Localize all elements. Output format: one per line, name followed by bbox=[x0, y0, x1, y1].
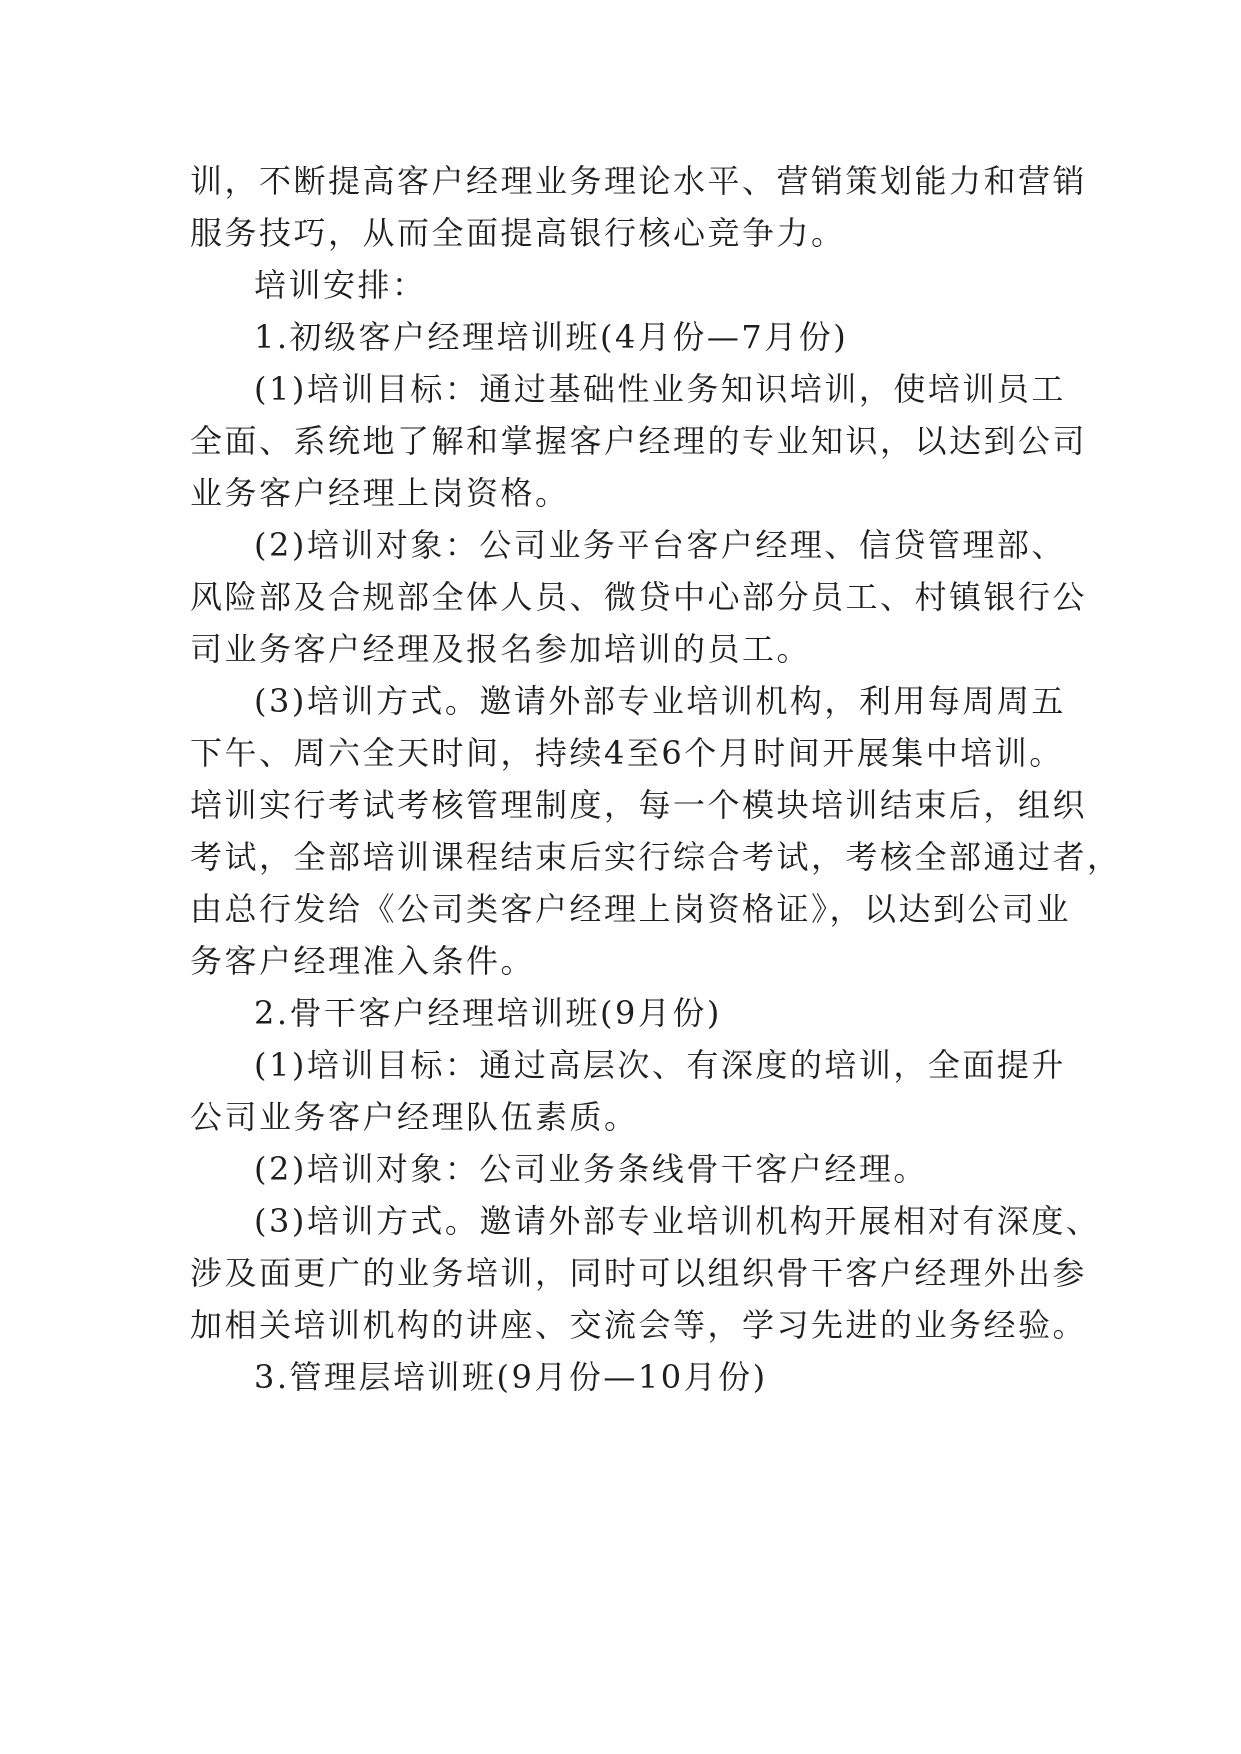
paragraph-line: (2)培训对象：公司业务条线骨干客户经理。 bbox=[254, 1150, 928, 1188]
section-heading-backbone-class: 2.骨干客户经理培训班(9月份) bbox=[254, 994, 722, 1032]
paragraph-line: 由总行发给《公司类客户经理上岗资格证》，以达到公司业 bbox=[190, 890, 1072, 928]
paragraph-line: (3)培训方式。邀请外部专业培训机构开展相对有深度、 bbox=[254, 1202, 1101, 1240]
paragraph-line: 涉及面更广的业务培训，同时可以组织骨干客户经理外出参 bbox=[190, 1254, 1088, 1292]
paragraph-line: 考试，全部培训课程结束后实行综合考试，考核全部通过者， bbox=[190, 838, 1122, 876]
paragraph-line: (1)培训目标：通过高层次、有深度的培训，全面提升 bbox=[254, 1046, 1066, 1084]
paragraph-line: 务客户经理准入条件。 bbox=[190, 942, 536, 980]
section-heading-training-arrangement: 培训安排： bbox=[254, 266, 427, 304]
paragraph-line: 服务技巧，从而全面提高银行核心竞争力。 bbox=[190, 214, 846, 252]
paragraph-line: (1)培训目标：通过基础性业务知识培训，使培训员工 bbox=[254, 370, 1066, 408]
paragraph-line: 培训实行考试考核管理制度，每一个模块培训结束后，组织 bbox=[190, 786, 1088, 824]
paragraph-line: (2)培训对象：公司业务平台客户经理、信贷管理部、 bbox=[254, 526, 1066, 564]
paragraph-line: 全面、系统地了解和掌握客户经理的专业知识，以达到公司 bbox=[190, 422, 1088, 460]
paragraph-line: 公司业务客户经理队伍素质。 bbox=[190, 1098, 639, 1136]
paragraph-line: 风险部及合规部全体人员、微贷中心部分员工、村镇银行公 bbox=[190, 578, 1088, 616]
paragraph-line: 司业务客户经理及报名参加培训的员工。 bbox=[190, 630, 812, 668]
paragraph-line: 训，不断提高客户经理业务理论水平、营销策划能力和营销 bbox=[190, 162, 1088, 200]
section-heading-junior-class: 1.初级客户经理培训班(4月份—7月份) bbox=[254, 318, 849, 356]
paragraph-line: 业务客户经理上岗资格。 bbox=[190, 474, 570, 512]
paragraph-line: 下午、周六全天时间，持续4至6个月时间开展集中培训。 bbox=[190, 734, 1064, 772]
paragraph-line: (3)培训方式。邀请外部专业培训机构，利用每周周五 bbox=[254, 682, 1066, 720]
paragraph-line: 加相关培训机构的讲座、交流会等，学习先进的业务经验。 bbox=[190, 1306, 1088, 1344]
section-heading-management-class: 3.管理层培训班(9月份—10月份) bbox=[254, 1358, 768, 1396]
